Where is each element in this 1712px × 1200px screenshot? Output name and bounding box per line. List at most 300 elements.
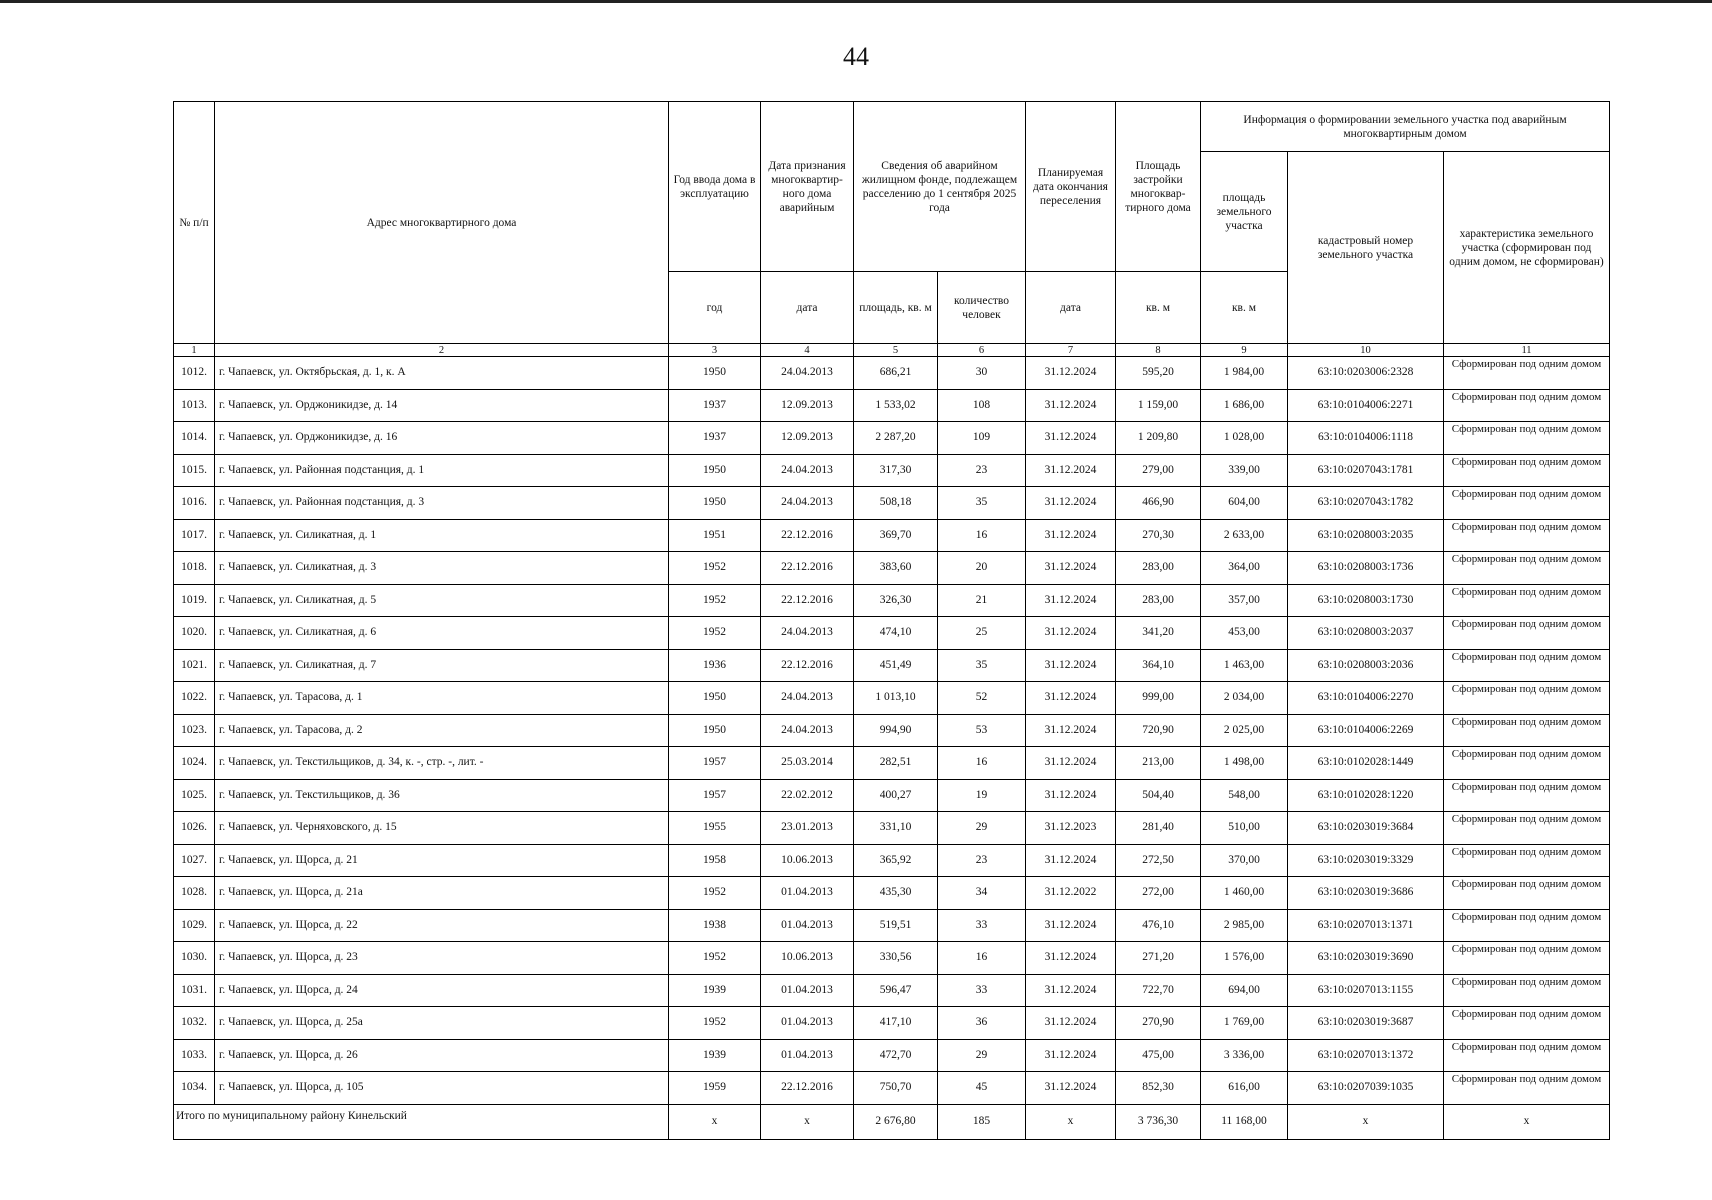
row-building-area: 476,10 [1116,909,1201,942]
table-row [174,584,1610,617]
row-land-area: 694,00 [1201,974,1288,1007]
row-cadastral-number: 63:10:0208003:1736 [1288,552,1444,585]
row-emergency-date: 22.12.2016 [761,584,854,617]
table-footer [174,1104,1610,1139]
row-land-status: Сформирован под одним домом [1444,454,1610,487]
row-living-area: 317,30 [854,454,938,487]
row-building-area: 271,20 [1116,942,1201,975]
row-year-built: 1950 [669,454,761,487]
row-emergency-date: 01.04.2013 [761,1007,854,1040]
row-residents: 20 [938,552,1026,585]
row-address: г. Чапаевск, ул. Щорса, д. 21а [215,877,669,910]
table-row [174,519,1610,552]
row-land-area: 1 498,00 [1201,747,1288,780]
header-fund-info: Сведения об аварийном жилищном фонде, подлежащем расселению до 1 сентября 2025 года [854,102,1026,272]
row-living-area: 750,70 [854,1072,938,1105]
column-number: 11 [1444,344,1610,357]
header-address: Адрес многоквартирного дома [215,102,669,344]
row-building-area: 283,00 [1116,584,1201,617]
row-land-area: 1 460,00 [1201,877,1288,910]
row-planned-date: 31.12.2024 [1026,747,1116,780]
row-residents: 21 [938,584,1026,617]
row-living-area: 330,56 [854,942,938,975]
row-living-area: 326,30 [854,584,938,617]
row-year-built: 1939 [669,974,761,1007]
row-planned-date: 31.12.2024 [1026,357,1116,390]
row-cadastral-number: 63:10:0207039:1035 [1288,1072,1444,1105]
row-emergency-date: 01.04.2013 [761,1039,854,1072]
row-address: г. Чапаевск, ул. Тарасова, д. 1 [215,682,669,715]
row-address: г. Чапаевск, ул. Черняховского, д. 15 [215,812,669,845]
row-residents: 29 [938,812,1026,845]
row-residents: 35 [938,649,1026,682]
row-building-area: 283,00 [1116,552,1201,585]
row-number: 1019. [174,584,215,617]
row-land-status: Сформирован под одним домом [1444,974,1610,1007]
table-row [174,1007,1610,1040]
row-land-status: Сформирован под одним домом [1444,1007,1610,1040]
row-land-area: 2 633,00 [1201,519,1288,552]
row-building-area: 999,00 [1116,682,1201,715]
table-row [174,649,1610,682]
header-emergency-date: Дата признания многоквартир-ного дома аварийным [761,102,854,272]
row-land-status: Сформирован под одним домом [1444,747,1610,780]
row-number: 1021. [174,649,215,682]
total-area: 2 676,80 [854,1104,938,1139]
header-land-area: площадь земельного участка [1201,152,1288,272]
column-numbers-row [174,344,1610,357]
row-year-built: 1950 [669,714,761,747]
row-cadastral-number: 63:10:0208003:2035 [1288,519,1444,552]
row-building-area: 272,50 [1116,844,1201,877]
row-address: г. Чапаевск, ул. Текстильщиков, д. 36 [215,779,669,812]
row-emergency-date: 01.04.2013 [761,877,854,910]
row-planned-date: 31.12.2024 [1026,714,1116,747]
row-cadastral-number: 63:10:0104006:1118 [1288,422,1444,455]
row-address: г. Чапаевск, ул. Орджоникидзе, д. 16 [215,422,669,455]
row-address: г. Чапаевск, ул. Щорса, д. 21 [215,844,669,877]
row-year-built: 1950 [669,487,761,520]
row-residents: 16 [938,519,1026,552]
row-residents: 23 [938,844,1026,877]
row-planned-date: 31.12.2024 [1026,389,1116,422]
row-year-built: 1957 [669,747,761,780]
row-emergency-date: 22.12.2016 [761,519,854,552]
header-year-built: Год ввода дома в эксплуатацию [669,102,761,272]
row-address: г. Чапаевск, ул. Силикатная, д. 1 [215,519,669,552]
row-year-built: 1951 [669,519,761,552]
row-land-status: Сформирован под одним домом [1444,1039,1610,1072]
row-year-built: 1936 [669,649,761,682]
row-number: 1033. [174,1039,215,1072]
row-emergency-date: 01.04.2013 [761,909,854,942]
row-living-area: 472,70 [854,1039,938,1072]
table-row [174,909,1610,942]
table-row [174,487,1610,520]
row-address: г. Чапаевск, ул. Районная подстанция, д. 3 [215,487,669,520]
page-number: 44 [843,42,869,71]
row-land-status: Сформирован под одним домом [1444,617,1610,650]
column-number: 8 [1116,344,1201,357]
row-building-area: 466,90 [1116,487,1201,520]
row-living-area: 1 013,10 [854,682,938,715]
row-number: 1015. [174,454,215,487]
row-planned-date: 31.12.2024 [1026,844,1116,877]
row-emergency-date: 10.06.2013 [761,844,854,877]
row-residents: 34 [938,877,1026,910]
table-row [174,942,1610,975]
row-emergency-date: 12.09.2013 [761,389,854,422]
row-number: 1028. [174,877,215,910]
total-people: 185 [938,1104,1026,1139]
row-address: г. Чапаевск, ул. Щорса, д. 26 [215,1039,669,1072]
row-year-built: 1952 [669,877,761,910]
row-land-area: 1 028,00 [1201,422,1288,455]
row-residents: 16 [938,942,1026,975]
row-cadastral-number: 63:10:0203019:3687 [1288,1007,1444,1040]
row-land-area: 548,00 [1201,779,1288,812]
row-address: г. Чапаевск, ул. Силикатная, д. 5 [215,584,669,617]
row-cadastral-number: 63:10:0102028:1449 [1288,747,1444,780]
row-year-built: 1952 [669,584,761,617]
row-building-area: 341,20 [1116,617,1201,650]
row-building-area: 213,00 [1116,747,1201,780]
row-address: г. Чапаевск, ул. Орджоникидзе, д. 14 [215,389,669,422]
total-cadastral: х [1288,1104,1444,1139]
row-cadastral-number: 63:10:0207013:1371 [1288,909,1444,942]
column-number: 6 [938,344,1026,357]
row-building-area: 722,70 [1116,974,1201,1007]
emergency-housing-table [173,101,1610,1140]
row-emergency-date: 23.01.2013 [761,812,854,845]
table-row [174,747,1610,780]
row-land-status: Сформирован под одним домом [1444,909,1610,942]
row-planned-date: 31.12.2024 [1026,1072,1116,1105]
row-emergency-date: 22.02.2012 [761,779,854,812]
total-building-area: 3 736,30 [1116,1104,1201,1139]
row-land-area: 1 686,00 [1201,389,1288,422]
header-building-area: Площадь застройки многоквар-тирного дома [1116,102,1201,272]
row-address: г. Чапаевск, ул. Районная подстанция, д. 1 [215,454,669,487]
row-land-status: Сформирован под одним домом [1444,1072,1610,1105]
row-cadastral-number: 63:10:0104006:2269 [1288,714,1444,747]
row-land-area: 1 769,00 [1201,1007,1288,1040]
row-cadastral-number: 63:10:0203019:3686 [1288,877,1444,910]
row-planned-date: 31.12.2024 [1026,584,1116,617]
row-emergency-date: 24.04.2013 [761,682,854,715]
row-building-area: 272,00 [1116,877,1201,910]
row-living-area: 686,21 [854,357,938,390]
row-cadastral-number: 63:10:0207013:1155 [1288,974,1444,1007]
row-residents: 30 [938,357,1026,390]
row-number: 1016. [174,487,215,520]
row-living-area: 2 287,20 [854,422,938,455]
row-planned-date: 31.12.2024 [1026,519,1116,552]
row-year-built: 1952 [669,617,761,650]
row-address: г. Чапаевск, ул. Щорса, д. 22 [215,909,669,942]
row-residents: 35 [938,487,1026,520]
row-planned-date: 31.12.2024 [1026,974,1116,1007]
row-year-built: 1957 [669,779,761,812]
top-border-line [0,0,1712,3]
unit-date: дата [761,272,854,344]
unit-planned-date: дата [1026,272,1116,344]
row-land-area: 357,00 [1201,584,1288,617]
row-land-area: 2 034,00 [1201,682,1288,715]
total-year: х [669,1104,761,1139]
table-row [174,974,1610,1007]
row-living-area: 994,90 [854,714,938,747]
unit-building-area: кв. м [1116,272,1201,344]
row-number: 1018. [174,552,215,585]
row-address: г. Чапаевск, ул. Тарасова, д. 2 [215,714,669,747]
row-cadastral-number: 63:10:0208003:2036 [1288,649,1444,682]
row-cadastral-number: 63:10:0207043:1781 [1288,454,1444,487]
total-land-area: 11 168,00 [1201,1104,1288,1139]
row-planned-date: 31.12.2024 [1026,779,1116,812]
row-address: г. Чапаевск, ул. Щорса, д. 24 [215,974,669,1007]
row-cadastral-number: 63:10:0203006:2328 [1288,357,1444,390]
row-number: 1025. [174,779,215,812]
table-row [174,812,1610,845]
row-land-area: 616,00 [1201,1072,1288,1105]
row-planned-date: 31.12.2024 [1026,649,1116,682]
row-planned-date: 31.12.2024 [1026,909,1116,942]
header-planned-date: Планируемая дата окончания переселения [1026,102,1116,272]
row-emergency-date: 25.03.2014 [761,747,854,780]
row-number: 1027. [174,844,215,877]
row-cadastral-number: 63:10:0203019:3684 [1288,812,1444,845]
row-residents: 52 [938,682,1026,715]
row-land-status: Сформирован под одним домом [1444,519,1610,552]
row-year-built: 1952 [669,942,761,975]
row-living-area: 400,27 [854,779,938,812]
row-year-built: 1950 [669,357,761,390]
row-land-area: 2 025,00 [1201,714,1288,747]
unit-year: год [669,272,761,344]
row-living-area: 282,51 [854,747,938,780]
row-land-status: Сформирован под одним домом [1444,779,1610,812]
row-land-area: 364,00 [1201,552,1288,585]
row-cadastral-number: 63:10:0102028:1220 [1288,779,1444,812]
table-row [174,389,1610,422]
row-residents: 29 [938,1039,1026,1072]
table-row [174,552,1610,585]
row-address: г. Чапаевск, ул. Силикатная, д. 7 [215,649,669,682]
row-emergency-date: 22.12.2016 [761,649,854,682]
row-building-area: 270,90 [1116,1007,1201,1040]
row-residents: 33 [938,974,1026,1007]
row-land-status: Сформирован под одним домом [1444,487,1610,520]
row-planned-date: 31.12.2022 [1026,877,1116,910]
row-residents: 53 [938,714,1026,747]
header-num: № п/п [174,102,215,344]
table-row [174,877,1610,910]
row-land-area: 3 336,00 [1201,1039,1288,1072]
row-address: г. Чапаевск, ул. Щорса, д. 105 [215,1072,669,1105]
table-row [174,1072,1610,1105]
row-building-area: 504,40 [1116,779,1201,812]
table-row [174,617,1610,650]
row-number: 1026. [174,812,215,845]
row-land-status: Сформирован под одним домом [1444,877,1610,910]
row-residents: 33 [938,909,1026,942]
total-status: х [1444,1104,1610,1139]
row-land-status: Сформирован под одним домом [1444,844,1610,877]
row-cadastral-number: 63:10:0207013:1372 [1288,1039,1444,1072]
row-residents: 109 [938,422,1026,455]
unit-area: площадь, кв. м [854,272,938,344]
row-residents: 19 [938,779,1026,812]
row-planned-date: 31.12.2024 [1026,682,1116,715]
row-number: 1024. [174,747,215,780]
row-living-area: 508,18 [854,487,938,520]
unit-people: количество человек [938,272,1026,344]
table-body [174,344,1610,1105]
row-number: 1013. [174,389,215,422]
row-number: 1022. [174,682,215,715]
row-number: 1014. [174,422,215,455]
header-land-characteristic: характеристика земельного участка (сформирован под одним домом, не сформирован) [1444,152,1610,344]
row-residents: 45 [938,1072,1026,1105]
header-cadastral: кадастровый номер земельного участка [1288,152,1444,344]
row-residents: 16 [938,747,1026,780]
row-living-area: 383,60 [854,552,938,585]
row-land-area: 1 463,00 [1201,649,1288,682]
table-row [174,357,1610,390]
row-address: г. Чапаевск, ул. Щорса, д. 25а [215,1007,669,1040]
row-building-area: 364,10 [1116,649,1201,682]
row-address: г. Чапаевск, ул. Щорса, д. 23 [215,942,669,975]
row-number: 1030. [174,942,215,975]
total-label: Итого по муниципальному району Кинельский [174,1104,669,1139]
row-land-area: 339,00 [1201,454,1288,487]
row-year-built: 1959 [669,1072,761,1105]
row-living-area: 596,47 [854,974,938,1007]
table-row [174,779,1610,812]
row-living-area: 1 533,02 [854,389,938,422]
row-land-status: Сформирован под одним домом [1444,422,1610,455]
row-planned-date: 31.12.2024 [1026,617,1116,650]
row-year-built: 1950 [669,682,761,715]
column-number: 9 [1201,344,1288,357]
row-year-built: 1938 [669,909,761,942]
row-cadastral-number: 63:10:0203019:3329 [1288,844,1444,877]
row-land-area: 2 985,00 [1201,909,1288,942]
row-emergency-date: 22.12.2016 [761,1072,854,1105]
row-cadastral-number: 63:10:0208003:2037 [1288,617,1444,650]
table-row [174,454,1610,487]
row-emergency-date: 24.04.2013 [761,714,854,747]
row-year-built: 1939 [669,1039,761,1072]
total-date: х [761,1104,854,1139]
table-row [174,422,1610,455]
row-living-area: 365,92 [854,844,938,877]
row-year-built: 1952 [669,1007,761,1040]
row-building-area: 279,00 [1116,454,1201,487]
row-emergency-date: 24.04.2013 [761,617,854,650]
row-building-area: 852,30 [1116,1072,1201,1105]
row-number: 1020. [174,617,215,650]
row-emergency-date: 24.04.2013 [761,357,854,390]
total-planned-date: х [1026,1104,1116,1139]
column-number: 1 [174,344,215,357]
row-cadastral-number: 63:10:0104006:2271 [1288,389,1444,422]
row-planned-date: 31.12.2024 [1026,942,1116,975]
row-land-status: Сформирован под одним домом [1444,682,1610,715]
row-emergency-date: 24.04.2013 [761,487,854,520]
row-cadastral-number: 63:10:0207043:1782 [1288,487,1444,520]
row-number: 1029. [174,909,215,942]
row-land-area: 1 576,00 [1201,942,1288,975]
row-planned-date: 31.12.2023 [1026,812,1116,845]
row-land-status: Сформирован под одним домом [1444,942,1610,975]
row-building-area: 1 209,80 [1116,422,1201,455]
row-building-area: 720,90 [1116,714,1201,747]
row-land-area: 604,00 [1201,487,1288,520]
row-planned-date: 31.12.2024 [1026,552,1116,585]
row-residents: 108 [938,389,1026,422]
row-planned-date: 31.12.2024 [1026,487,1116,520]
row-living-area: 451,49 [854,649,938,682]
row-living-area: 417,10 [854,1007,938,1040]
row-land-status: Сформирован под одним домом [1444,714,1610,747]
column-number: 2 [215,344,669,357]
row-living-area: 474,10 [854,617,938,650]
column-number: 10 [1288,344,1444,357]
row-year-built: 1952 [669,552,761,585]
row-emergency-date: 10.06.2013 [761,942,854,975]
row-building-area: 281,40 [1116,812,1201,845]
row-address: г. Чапаевск, ул. Октябрьская, д. 1, к. А [215,357,669,390]
row-building-area: 475,00 [1116,1039,1201,1072]
row-living-area: 435,30 [854,877,938,910]
row-address: г. Чапаевск, ул. Силикатная, д. 3 [215,552,669,585]
row-building-area: 595,20 [1116,357,1201,390]
row-land-status: Сформирован под одним домом [1444,812,1610,845]
row-building-area: 1 159,00 [1116,389,1201,422]
row-emergency-date: 12.09.2013 [761,422,854,455]
row-building-area: 270,30 [1116,519,1201,552]
row-number: 1023. [174,714,215,747]
row-number: 1034. [174,1072,215,1105]
row-address: г. Чапаевск, ул. Силикатная, д. 6 [215,617,669,650]
column-number: 5 [854,344,938,357]
row-number: 1017. [174,519,215,552]
row-planned-date: 31.12.2024 [1026,454,1116,487]
row-cadastral-number: 63:10:0104006:2270 [1288,682,1444,715]
row-residents: 25 [938,617,1026,650]
row-number: 1012. [174,357,215,390]
row-land-area: 510,00 [1201,812,1288,845]
row-emergency-date: 22.12.2016 [761,552,854,585]
row-year-built: 1937 [669,389,761,422]
row-land-status: Сформирован под одним домом [1444,584,1610,617]
total-row [174,1104,1610,1139]
row-land-area: 453,00 [1201,617,1288,650]
table-header [174,102,1610,344]
row-land-status: Сформирован под одним домом [1444,649,1610,682]
row-land-area: 1 984,00 [1201,357,1288,390]
row-living-area: 369,70 [854,519,938,552]
row-land-area: 370,00 [1201,844,1288,877]
table-row [174,844,1610,877]
row-planned-date: 31.12.2024 [1026,422,1116,455]
row-cadastral-number: 63:10:0208003:1730 [1288,584,1444,617]
row-emergency-date: 01.04.2013 [761,974,854,1007]
row-year-built: 1958 [669,844,761,877]
table-row [174,1039,1610,1072]
